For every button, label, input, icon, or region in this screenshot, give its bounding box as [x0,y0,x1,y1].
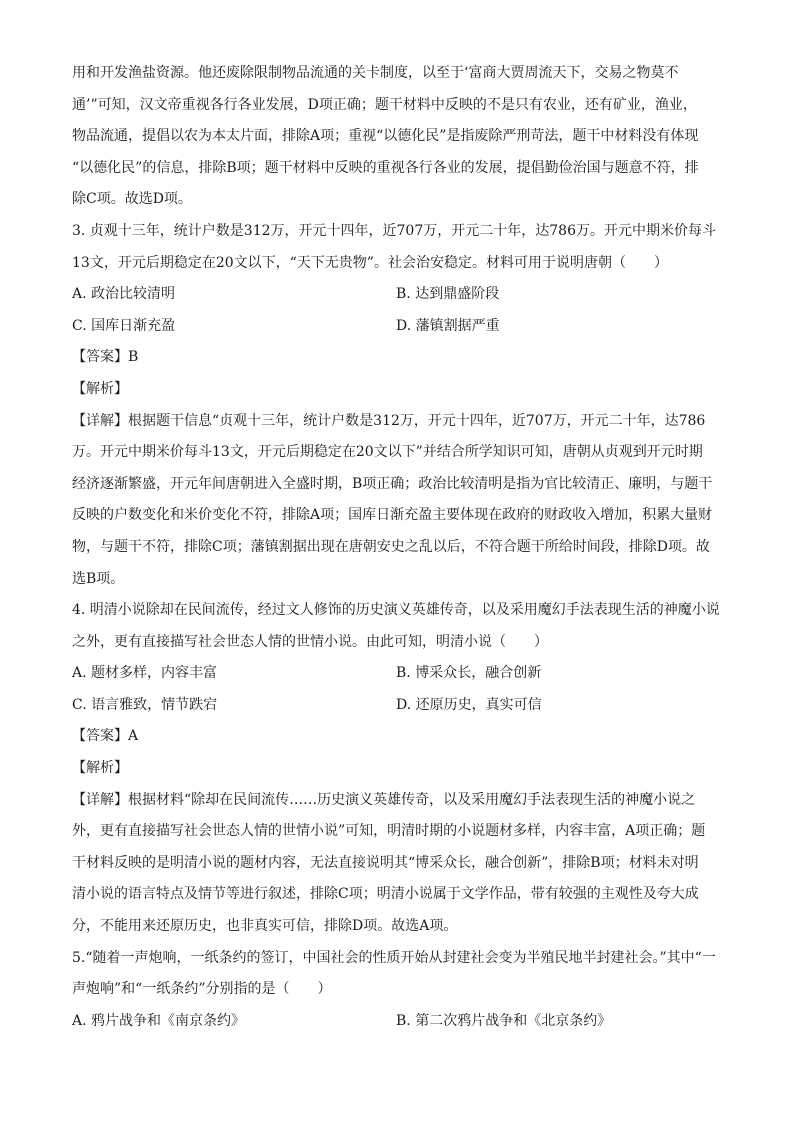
detail-line: 干材料反映的是明清小说的题材内容，无法直接说明其“博采众长，融合创新”，排除B项；材料未对明 [72,854,699,871]
question-4 [72,595,724,943]
detail-line: 【详解】根据材料“除却在民间流传……历史演义英雄传奇，以及采用魔幻手法表现生活的神魔小说之 [72,791,696,808]
detail-line: 万。开元中期米价每斗13文，开元后期稳定在20文以下”并结合所学知识可知，唐朝从贞观到开元时期 [72,444,703,461]
question-stem: 3. 贞观十三年，统计户数是312万，开元十四年，近707万，开元二十年，达786万。开元中期米价每斗 [72,222,716,239]
question-stem: 声炮响”和“一纸条约”分别指的是（ ） [72,981,332,998]
option-b: B. 博采众长，融合创新 [396,665,542,682]
option-d: D. 藩镇割据严重 [396,317,500,334]
prev-explanation [72,58,724,216]
document-page [72,58,724,1037]
options-row [72,1006,724,1038]
detail-line: 清小说的语言特点及情节等进行叙述，排除C项；明清小说属于文学作品，带有较强的主观性及夸大成 [72,886,699,903]
options-row [72,690,724,722]
answer: 【答案】A [72,728,139,745]
option-a: A. 题材多样，内容丰富 [72,665,218,682]
option-b: B. 第二次鸦片战争和《北京条约》 [396,1012,612,1029]
analysis-label: 【解析】 [72,760,128,777]
option-d: D. 还原历史，真实可信 [396,696,542,713]
question-5 [72,943,724,1038]
question-3 [72,216,724,595]
question-stem: 之外，更有直接描写社会世态人情的世情小说。由此可知，明清小说（ ） [72,633,548,650]
question-stem: 4. 明清小说除却在民间流传，经过文人修饰的历史演义英雄传奇，以及采用魔幻手法表现生活的神魔小说 [72,602,720,619]
options-row [72,658,724,690]
question-stem: 13文，开元后期稳定在20文以下，“天下无贵物”。社会治安稳定。材料可用于说明唐朝（ ） [72,254,668,271]
question-stem: 5.“随着一声炮响，一纸条约的签订，中国社会的性质开始从封建社会变为半殖民地半封建社会。”其中“一 [72,949,716,966]
detail-line: 反映的户数变化和米价变化不符，排除A项；国库日渐充盈主要体现在政府的财政收入增加，积累大量财 [72,507,713,524]
option-a: A. 鸦片战争和《南京条约》 [72,1012,246,1029]
text-line: “以德化民”的信息，排除B项；题干材料中反映的重视各行各业的发展，提倡勤俭治国与题意不符，排 [72,159,699,176]
option-c: C. 国库日渐充盈 [72,317,176,334]
option-b: B. 达到鼎盛阶段 [396,286,500,303]
analysis-label: 【解析】 [72,380,128,397]
detail-line: 外，更有直接描写社会世态人情的世情小说”可知，明清时期的小说题材多样，内容丰富，A项正确；题 [72,823,706,840]
option-c: C. 语言雅致，情节跌宕 [72,696,218,713]
option-a: A. 政治比较清明 [72,286,176,303]
answer: 【答案】B [72,349,139,366]
text-line: 物品流通，提倡以农为本太片面，排除A项；重视“以德化民”是指废除严刑苛法，题干中材料没有体现 [72,128,699,145]
detail-line: 【详解】根据题干信息“贞观十三年，统计户数是312万，开元十四年，近707万，开元二十年，达786 [72,412,706,429]
text-line: 除C项。故选D项。 [72,191,192,208]
detail-line: 分，不能用来还原历史，也非真实可信，排除D项。故选A项。 [72,918,458,935]
detail-line: 经济逐渐繁盛，开元年间唐朝进入全盛时期，B项正确；政治比较清明是指为官比较清正、廉明，与题干 [72,475,713,492]
detail-line: 选B项。 [72,570,125,587]
options-row [72,279,724,311]
text-line: 用和开发渔盐资源。他还废除限制物品流通的关卡制度，以至于‘富商大贾周流天下，交易之物莫不 [72,65,679,81]
text-line: 通’”可知，汉文帝重视各行各业发展，D项正确；题干材料中反映的不是只有农业，还有矿业，渔业， [72,96,697,113]
detail-line: 物，与题干不符，排除C项；藩镇割据出现在唐朝安史之乱以后，不符合题干所给时间段，排除D项。故 [72,538,710,555]
options-row [72,311,724,343]
